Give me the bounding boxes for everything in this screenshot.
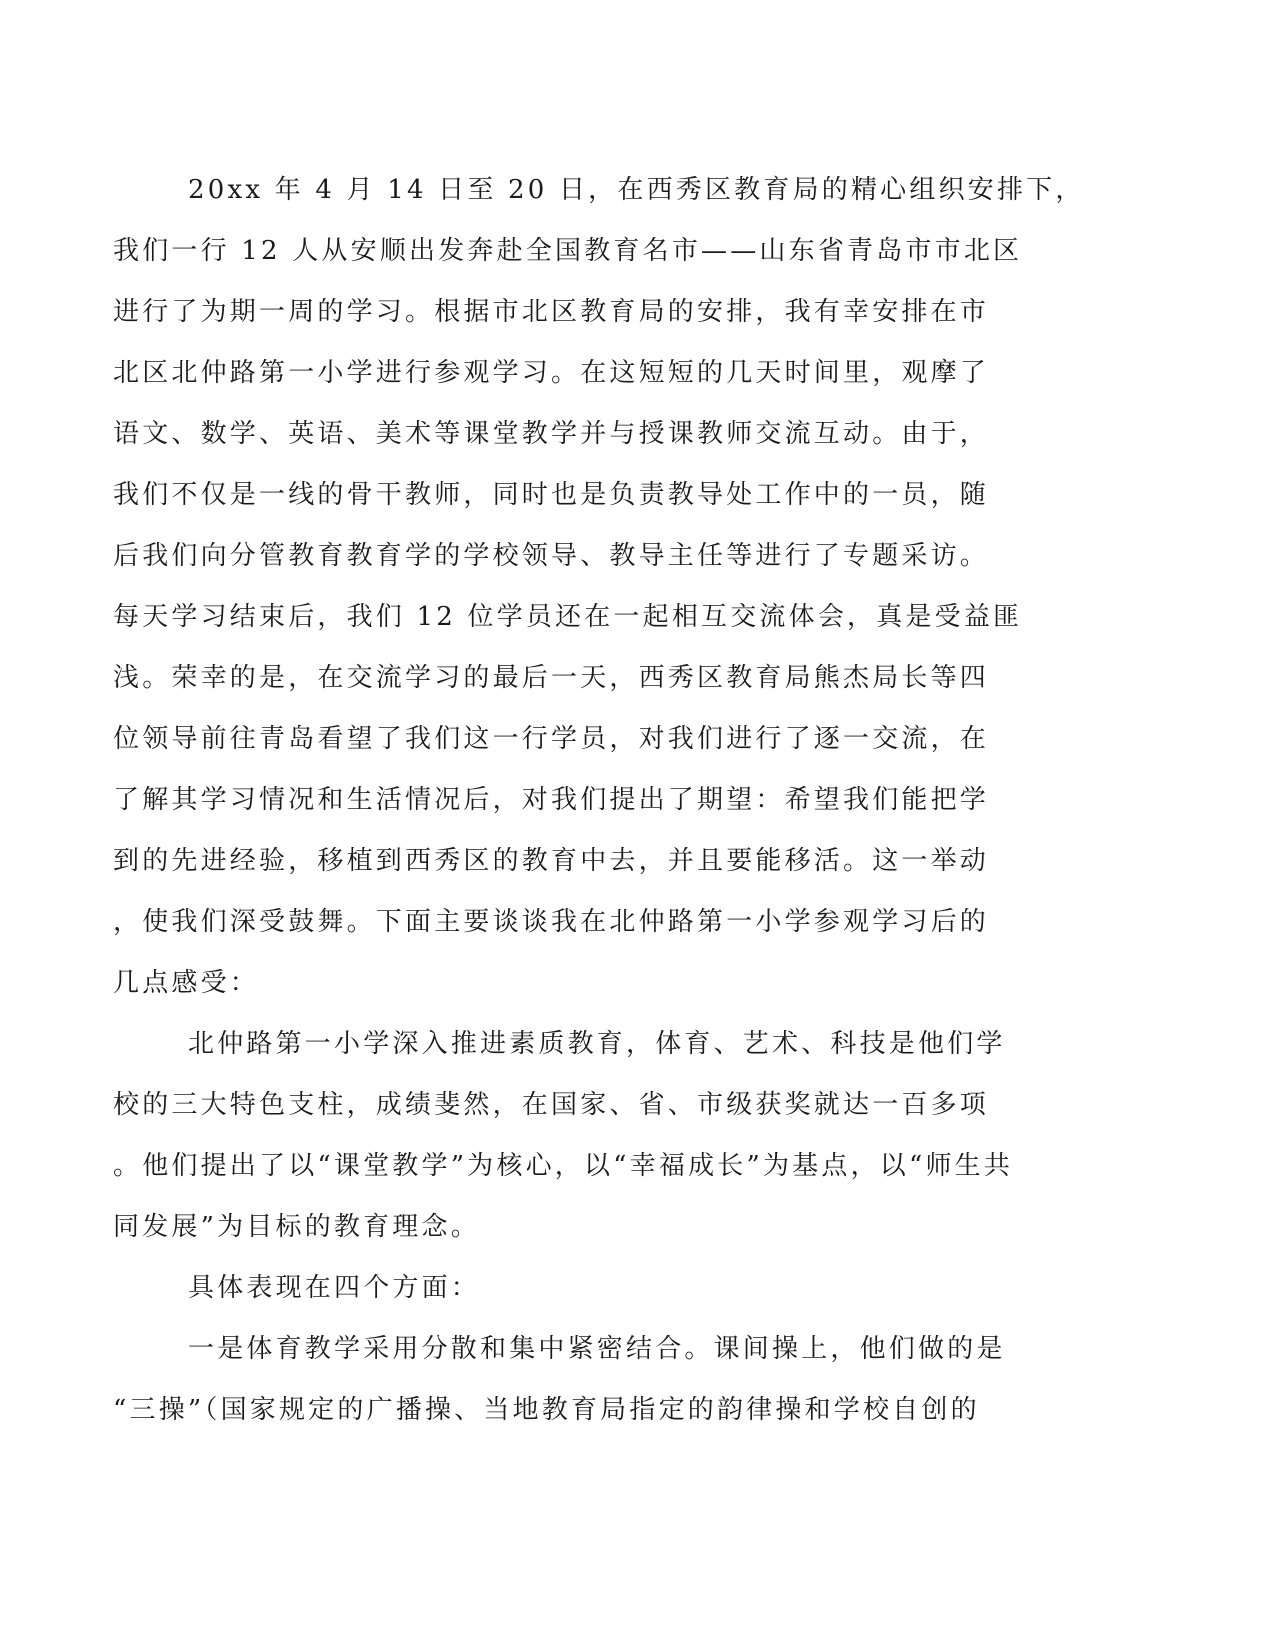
paragraph-pe-teaching — [113, 1319, 1078, 1441]
text-line: 几点感受： — [113, 968, 260, 998]
document-body — [113, 160, 1085, 1441]
text-line: 校的三大特色支柱，成绩斐然，在国家、省、市级获奖就达一百多项 — [113, 1090, 990, 1120]
text-line: 我们不仅是一线的骨干教师，同时也是负责教导处工作中的一员，随 — [113, 480, 990, 510]
text-line: 。他们提出了以“课堂教学”为核心，以“幸福成长”为基点，以“师生共 — [113, 1151, 1014, 1181]
text-line: ，使我们深受鼓舞。下面主要谈谈我在北仲路第一小学参观学习后的 — [113, 907, 990, 937]
paragraph-four-aspects — [188, 1258, 1078, 1319]
text-line: 进行了为期一周的学习。根据市北区教育局的安排，我有幸安排在市 — [113, 297, 990, 327]
text-line: 浅。荣幸的是，在交流学习的最后一天，西秀区教育局熊杰局长等四 — [113, 663, 990, 693]
text-line: 同发展”为目标的教育理念。 — [113, 1212, 480, 1242]
text-line: 20xx 年 4 月 14 日至 20 日，在西秀区教育局的精心组织安排下， — [188, 175, 1085, 205]
text-line: 北区北仲路第一小学进行参观学习。在这短短的几天时间里，观摩了 — [113, 358, 990, 388]
text-line: 位领导前往青岛看望了我们这一行学员，对我们进行了逐一交流，在 — [113, 724, 990, 754]
text-line: 到的先进经验，移植到西秀区的教育中去，并且要能移活。这一举动 — [113, 846, 990, 876]
text-line: 北仲路第一小学深入推进素质教育，体育、艺术、科技是他们学 — [188, 1029, 1006, 1059]
paragraph-school-philosophy — [113, 1014, 1078, 1258]
text-line: 了解其学习情况和生活情况后，对我们提出了期望：希望我们能把学 — [113, 785, 990, 815]
paragraph-study-trip-intro — [113, 160, 1085, 1014]
text-line: 语文、数学、英语、美术等课堂教学并与授课教师交流互动。由于， — [113, 419, 990, 449]
text-line: 后我们向分管教育教育学的学校领导、教导主任等进行了专题采访。 — [113, 541, 990, 571]
text-line: “三操”（国家规定的广播操、当地教育局指定的韵律操和学校自创的 — [113, 1395, 980, 1425]
text-line: 我们一行 12 人从安顺出发奔赴全国教育名市——山东省青岛市市北区 — [113, 236, 1023, 266]
text-line: 每天学习结束后，我们 12 位学员还在一起相互交流体会，真是受益匪 — [113, 602, 1023, 632]
text-line: 一是体育教学采用分散和集中紧密结合。课间操上，他们做的是 — [188, 1334, 1006, 1364]
text-line: 具体表现在四个方面： — [188, 1273, 481, 1303]
